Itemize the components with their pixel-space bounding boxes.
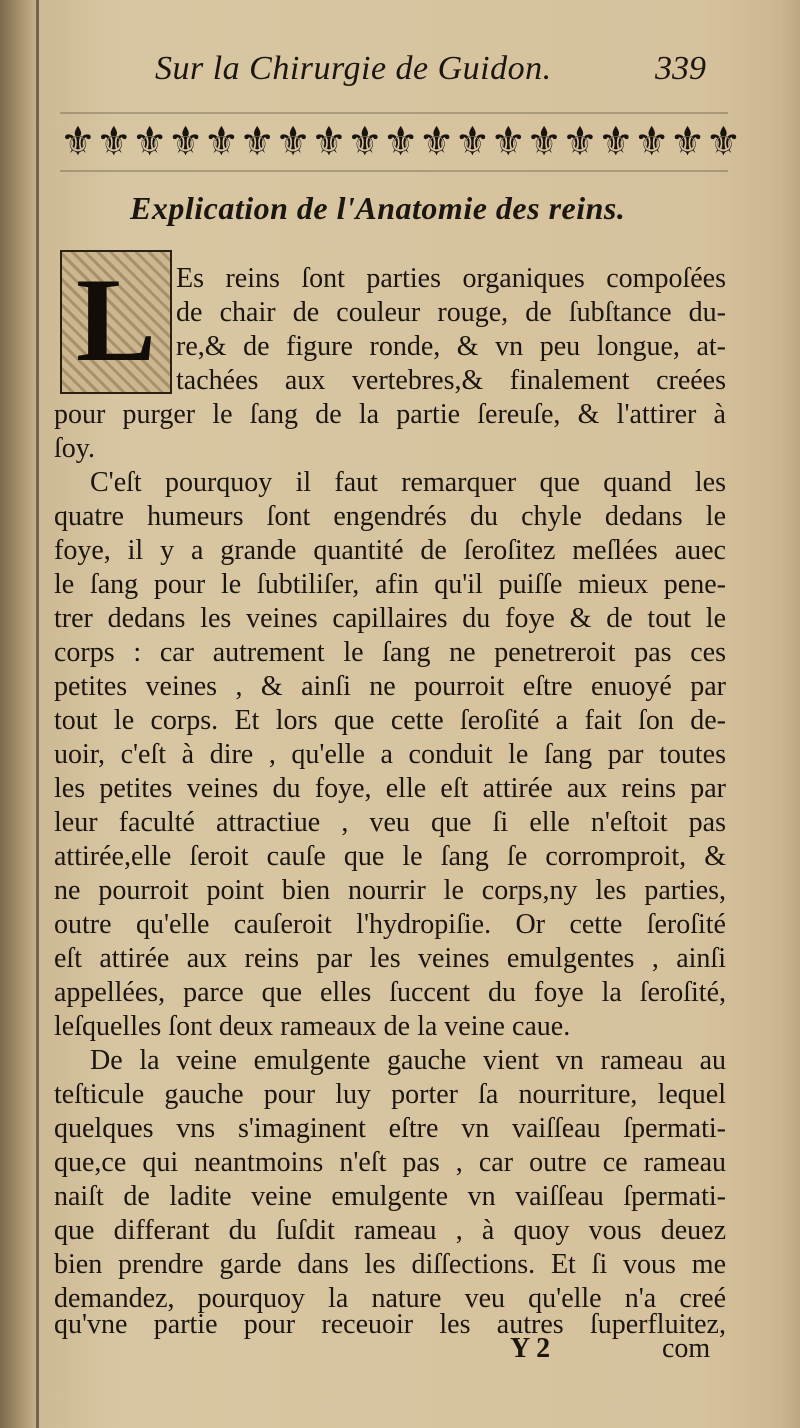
fleur-de-lis-icon: ⚜	[597, 119, 634, 165]
text-line: tout le corps. Et lors que cette ſeroſité a fait ſon de-	[54, 705, 726, 736]
catchword: com	[662, 1333, 711, 1364]
text-line: de chair de couleur rouge, de ſubſtance du-	[176, 297, 726, 328]
text-line: demandez, pourquoy la nature veu qu'elle n'a creé	[54, 1283, 726, 1314]
fleur-de-lis-icon: ⚜	[526, 119, 563, 165]
text-line: uoir, c'eſt à dire , qu'elle a conduit le ſang par toutes	[54, 739, 726, 770]
fleur-de-lis-icon: ⚜	[633, 119, 670, 165]
fleur-de-lis-icon: ⚜	[382, 119, 419, 165]
section-title: Explication de l'Anatomie des reins.	[130, 190, 626, 226]
text-line: C'eſt pourquoy il faut remarquer que quand les	[90, 467, 726, 498]
fleur-de-lis-icon: ⚜	[669, 119, 706, 165]
text-line: trer dedans les veines capillaires du foye & de tout le	[54, 603, 726, 634]
text-line: leſquelles ſont deux rameaux de la veine caue.	[54, 1011, 571, 1042]
text-line: teſticule gauche pour luy porter ſa nourriture, lequel	[54, 1079, 726, 1110]
text-line: appellées, parce que elles ſuccent du foye la ſeroſité,	[54, 977, 726, 1008]
text-line: le ſang pour le ſubtiliſer, afin qu'il puiſſe mieux pene-	[54, 569, 726, 600]
text-line: foye, il y a grande quantité de ſeroſitez meſlées auec	[54, 535, 726, 566]
text-line: pour purger le ſang de la partie ſereuſe, & l'attirer à	[54, 399, 726, 430]
page-number: 339	[655, 50, 706, 87]
fleur-de-lis-icon: ⚜	[346, 119, 383, 165]
signature-mark: Y 2	[510, 1333, 551, 1364]
text-line: eſt attirée aux reins par les veines emulgentes , ainſi	[54, 943, 726, 974]
text-line: quelques vns s'imaginent eſtre vn vaiſſeau ſpermati-	[54, 1113, 726, 1144]
fleur-de-lis-icon: ⚜	[95, 119, 132, 165]
fleur-de-lis-icon: ⚜	[203, 119, 240, 165]
text-line: que differant du ſuſdit rameau , à quoy vous deuez	[54, 1215, 726, 1246]
fleur-de-lis-icon: ⚜	[418, 119, 455, 165]
fleur-de-lis-icon: ⚜	[275, 119, 312, 165]
text-line: les petites veines du foye, elle eſt attirée aux reins par	[54, 773, 726, 804]
text-line: ſoy.	[54, 433, 95, 464]
text-line: naiſt de ladite veine emulgente vn vaiſſeau ſpermati-	[54, 1181, 726, 1212]
fleur-de-lis-icon: ⚜	[490, 119, 527, 165]
fleur-de-lis-icon: ⚜	[60, 119, 96, 165]
fleur-de-lis-icon: ⚜	[311, 119, 347, 165]
text-line: quatre humeurs ſont engendrés du chyle dedans le	[54, 501, 726, 532]
fleur-de-lis-icon: ⚜	[705, 119, 742, 165]
text-line: De la veine emulgente gauche vient vn rameau au	[90, 1045, 726, 1076]
text-line: attirée,elle ſeroit cauſe que le ſang ſe corromproit, &	[54, 841, 726, 872]
text-line: qu'vne partie pour receuoir les autres ſuperfluitez,	[54, 1309, 726, 1340]
text-line: Es reins ſont parties organiques compoſées	[176, 263, 726, 294]
running-head	[150, 50, 750, 100]
text-line: leur faculté attractiue , veu que ſi elle n'eſtoit pas	[54, 807, 726, 838]
text-line: tachées aux vertebres,& finalement creées	[176, 365, 726, 396]
text-line: corps : car autrement le ſang ne penetreroit pas ces	[54, 637, 726, 668]
fleur-de-lis-icon: ⚜	[167, 119, 204, 165]
text-line: petites veines , & ainſi ne pourroit eſtre enuoyé par	[54, 671, 726, 702]
ornament-band	[60, 112, 742, 172]
fleur-de-lis-icon: ⚜	[239, 119, 276, 165]
fleur-de-lis-icon: ⚜	[454, 119, 491, 165]
decorated-initial	[60, 250, 172, 394]
fleur-de-lis-icon: ⚜	[562, 119, 598, 165]
text-line: re,& de figure ronde, & vn peu longue, at-	[176, 331, 726, 362]
fleur-de-lis-icon: ⚜	[131, 119, 168, 165]
text-line: bien prendre garde dans les diſſections. Et ſi vous me	[54, 1249, 726, 1280]
drop-cap-letter: L	[75, 253, 157, 386]
text-line: que,ce qui neantmoins n'eſt pas , car outre ce rameau	[54, 1147, 726, 1178]
text-line: ne pourroit point bien nourrir le corps,ny les parties,	[54, 875, 726, 906]
running-title: Sur la Chirurgie de Guidon.	[155, 50, 552, 87]
text-line: outre qu'elle cauſeroit l'hydropiſie. Or cette ſeroſité	[54, 909, 726, 940]
